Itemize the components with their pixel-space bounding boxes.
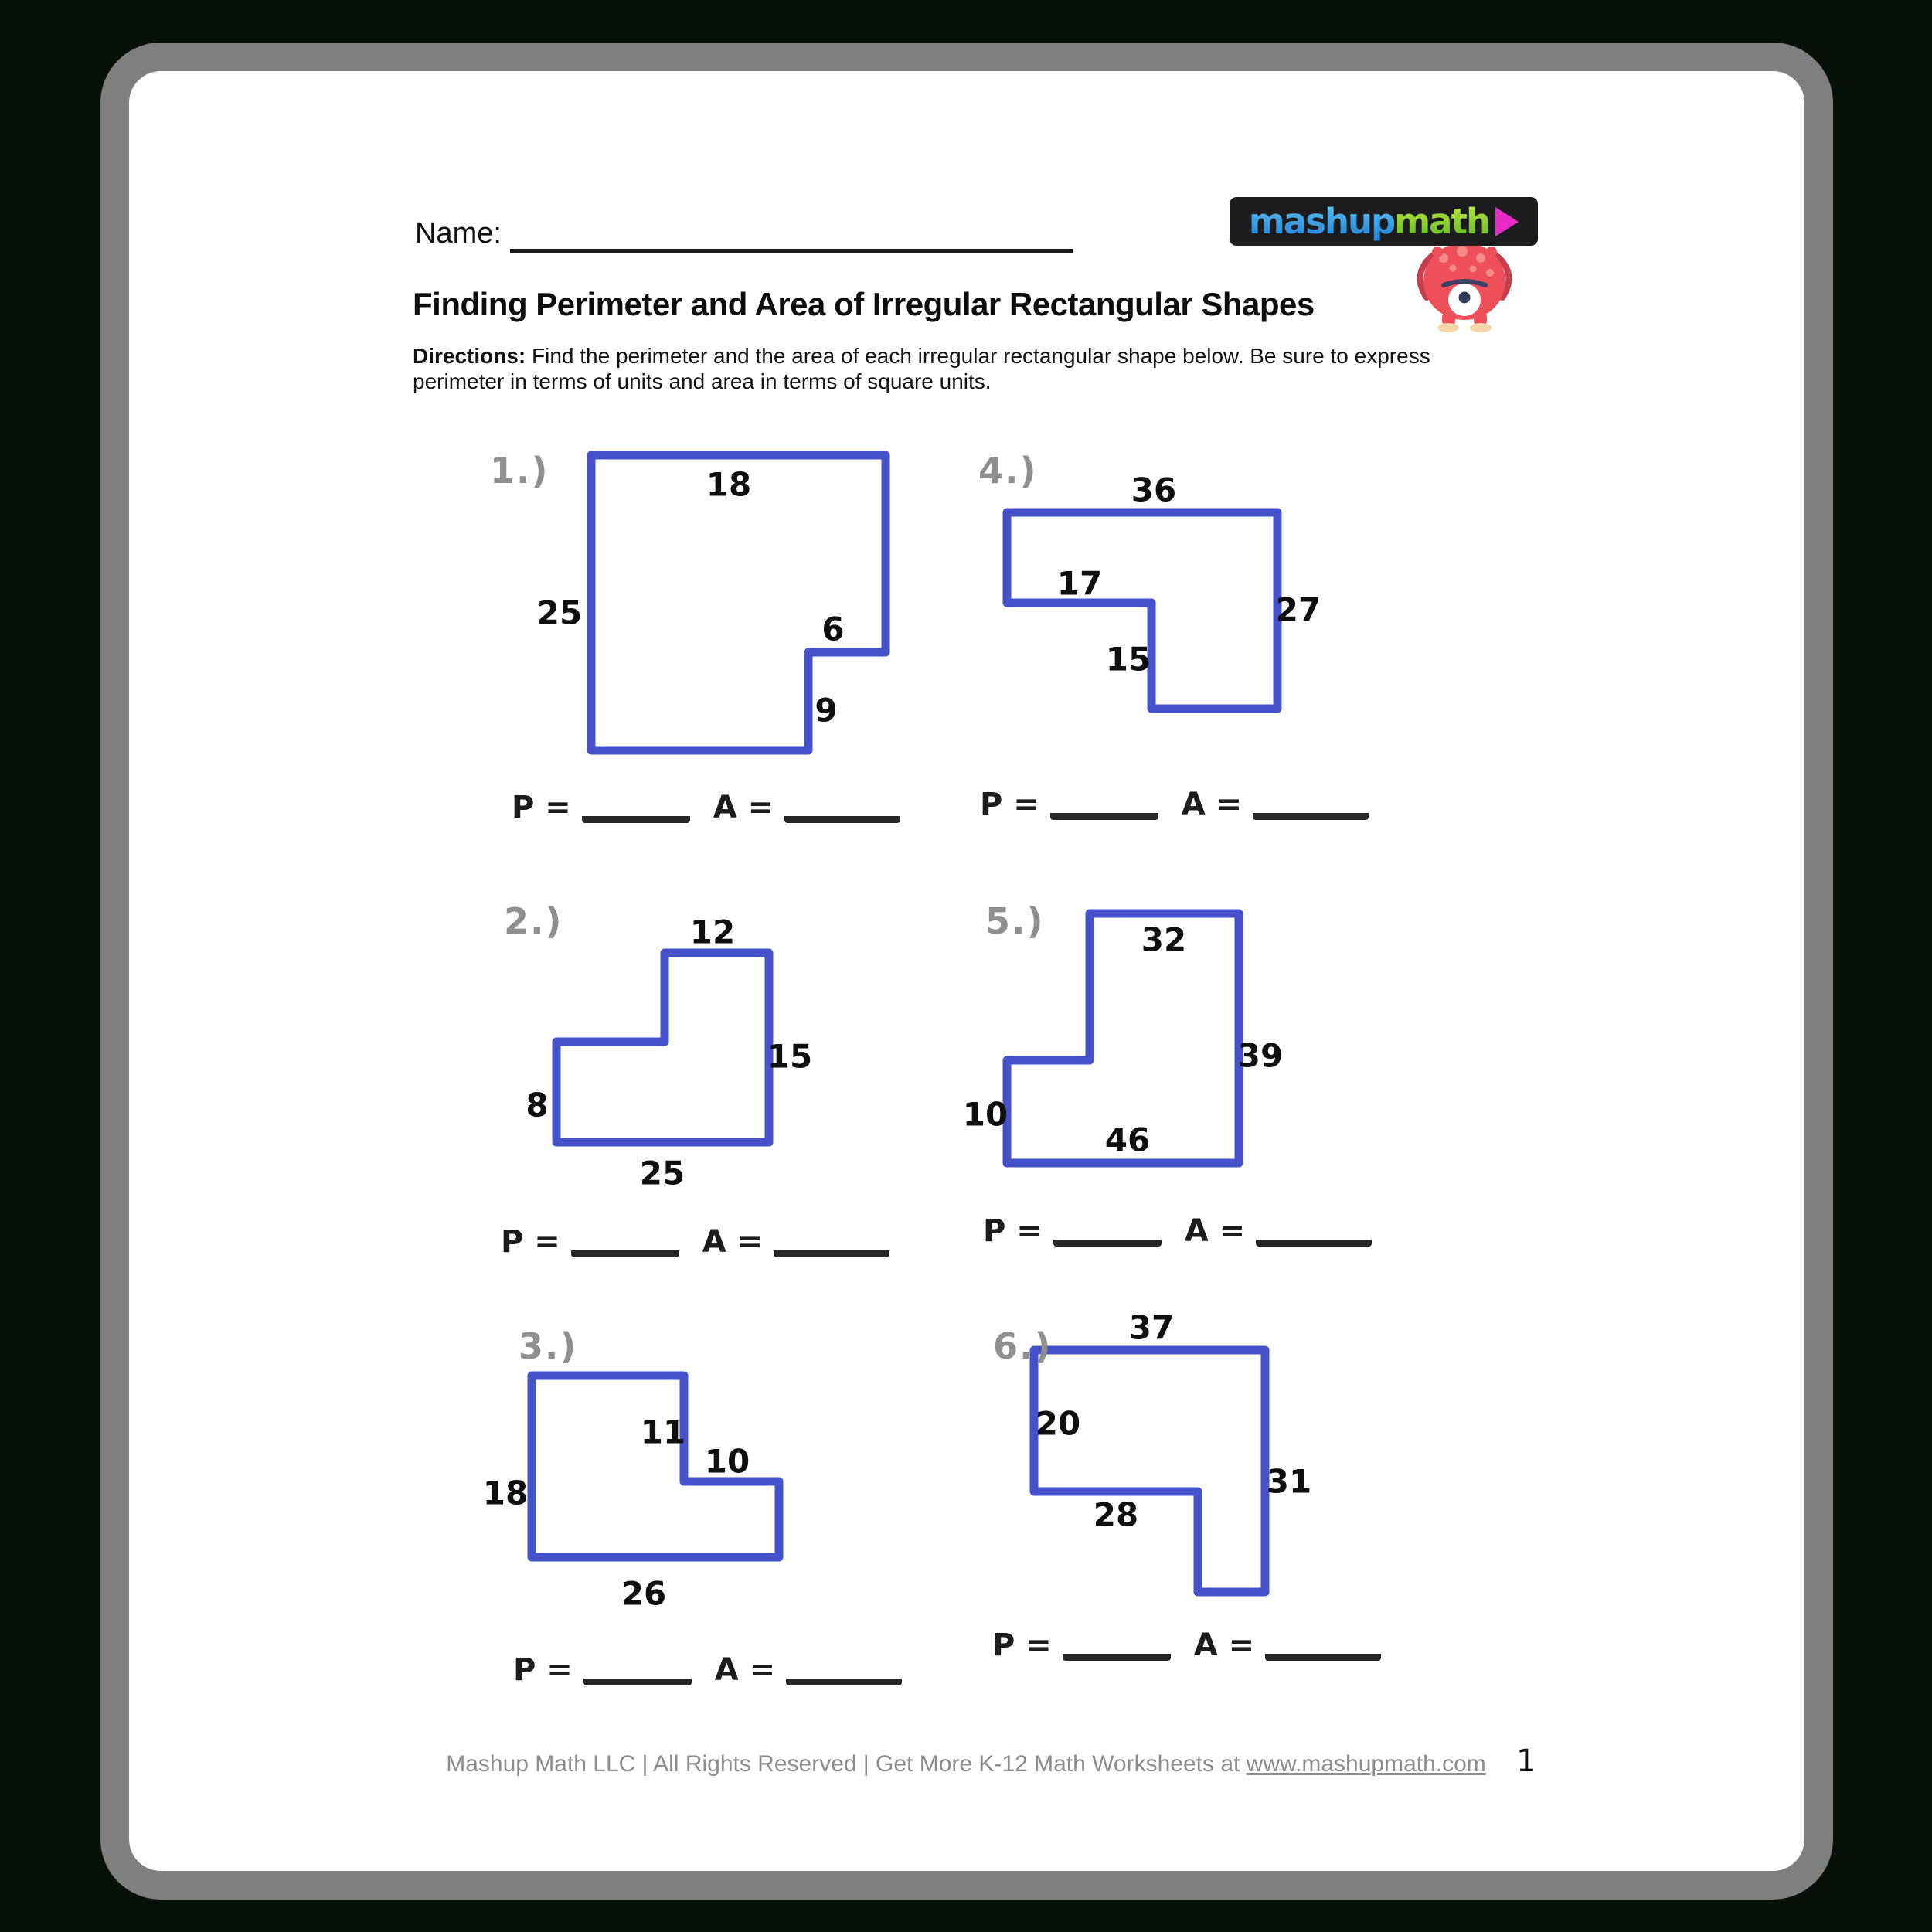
perimeter-answer-blank <box>582 790 690 823</box>
area-answer-blank <box>1265 1628 1381 1661</box>
problem-number-5: 5.) <box>985 900 1045 942</box>
dimension-label-p2-0: 12 <box>689 913 736 951</box>
area-answer-blank <box>784 790 900 823</box>
dimension-label-p2-2: 8 <box>526 1086 549 1124</box>
dimension-label-p4-3: 15 <box>1105 640 1151 679</box>
problem-number-1: 1.) <box>490 450 549 492</box>
dimension-label-p2-1: 15 <box>767 1037 813 1076</box>
dimension-label-p3-1: 10 <box>704 1442 750 1481</box>
perimeter-answer-blank <box>1050 787 1158 820</box>
footer-link[interactable]: www.mashupmath.com <box>1246 1751 1486 1777</box>
dimension-label-p4-0: 36 <box>1131 471 1177 509</box>
directions-line1: Find the perimeter and the area of each irregular rectangular shape below. Be sure to express <box>526 344 1430 368</box>
dimension-label-p5-0: 32 <box>1141 920 1187 959</box>
dimension-label-p6-2: 31 <box>1266 1462 1312 1501</box>
answer-row-problem-5 <box>983 1213 1372 1249</box>
page-number: 1 <box>1516 1743 1536 1779</box>
directions-prefix: Directions: <box>413 344 526 368</box>
dimension-label-p2-3: 25 <box>639 1154 685 1192</box>
perimeter-label: P = <box>513 1652 573 1688</box>
dimension-label-p3-3: 26 <box>621 1574 667 1613</box>
footer-copyright: Mashup Math LLC | All Rights Reserved | Get More K-12 Math Worksheets at <box>446 1751 1247 1777</box>
answer-row-problem-3 <box>513 1652 902 1688</box>
dimension-label-p5-3: 46 <box>1104 1121 1151 1159</box>
dimension-label-p1-2: 6 <box>821 610 845 648</box>
perimeter-answer-blank <box>1053 1213 1162 1247</box>
play-triangle-icon <box>1495 207 1519 236</box>
name-blank-line <box>510 219 1073 253</box>
dimension-label-p1-0: 18 <box>706 465 752 504</box>
footer-text <box>128 1751 1804 1777</box>
dimension-label-p3-2: 18 <box>482 1474 529 1512</box>
area-label: A = <box>1193 1628 1255 1663</box>
dimension-label-p6-1: 20 <box>1035 1404 1081 1443</box>
perimeter-label: P = <box>501 1224 560 1260</box>
dimension-label-p5-2: 10 <box>962 1095 1009 1134</box>
monster-mascot-icon <box>1414 241 1515 334</box>
perimeter-label: P = <box>512 790 571 825</box>
area-answer-blank <box>1253 787 1369 820</box>
perimeter-answer-blank <box>1063 1628 1171 1661</box>
perimeter-answer-blank <box>583 1652 692 1685</box>
perimeter-label: P = <box>983 1213 1043 1249</box>
logo-word-mashup: mashup <box>1248 201 1395 242</box>
dimension-label-p1-1: 25 <box>536 594 583 632</box>
area-answer-blank <box>786 1652 902 1685</box>
name-label: Name: <box>415 217 502 250</box>
dimension-label-p6-0: 37 <box>1128 1308 1175 1347</box>
area-label: A = <box>702 1224 764 1260</box>
area-label: A = <box>714 1652 776 1688</box>
area-answer-blank <box>1256 1213 1372 1247</box>
perimeter-label: P = <box>992 1628 1052 1663</box>
perimeter-label: P = <box>980 787 1039 822</box>
dimension-label-p3-0: 11 <box>640 1413 686 1451</box>
logo-word-math: math <box>1394 201 1490 242</box>
problem-number-2: 2.) <box>504 900 563 942</box>
dimension-label-p6-3: 28 <box>1093 1495 1139 1534</box>
problem-number-4: 4.) <box>978 450 1038 492</box>
page-title: Finding Perimeter and Area of Irregular Rectangular Shapes <box>413 286 1315 322</box>
answer-row-problem-6 <box>992 1628 1381 1663</box>
perimeter-answer-blank <box>571 1224 679 1257</box>
problem-number-3: 3.) <box>519 1325 578 1367</box>
area-label: A = <box>713 790 774 825</box>
directions-text <box>413 343 1510 394</box>
dimension-label-p4-1: 17 <box>1056 564 1103 603</box>
answer-row-problem-4 <box>980 787 1369 822</box>
problem-number-6: 6.) <box>993 1325 1053 1367</box>
answer-row-problem-1 <box>512 790 900 825</box>
area-answer-blank <box>774 1224 889 1257</box>
dimension-label-p5-1: 39 <box>1237 1036 1284 1075</box>
mashupmath-logo <box>1230 197 1538 246</box>
area-label: A = <box>1184 1213 1246 1249</box>
dimension-label-p1-3: 9 <box>815 691 838 730</box>
area-label: A = <box>1181 787 1243 822</box>
answer-row-problem-2 <box>501 1224 889 1260</box>
dimension-label-p4-2: 27 <box>1275 590 1321 629</box>
directions-line2: perimeter in terms of units and area in terms of square units. <box>413 369 992 393</box>
